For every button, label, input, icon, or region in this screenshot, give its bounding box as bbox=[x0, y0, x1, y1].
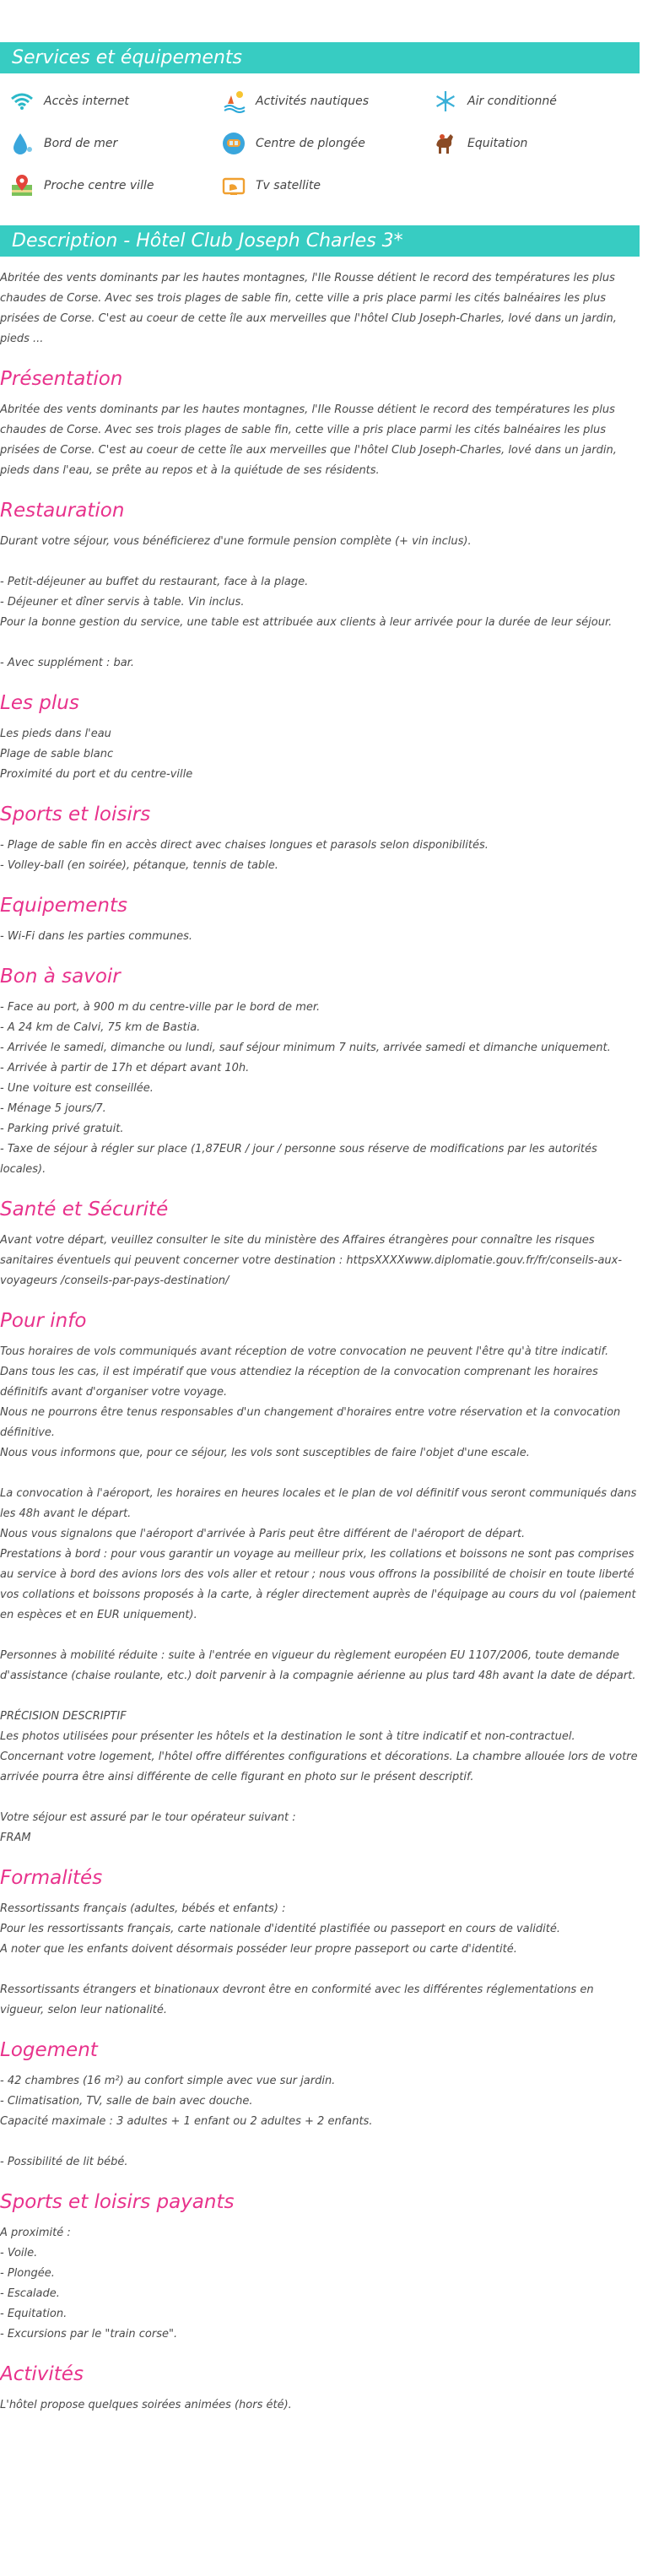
service-item bbox=[220, 127, 432, 160]
paragraph-spacer bbox=[0, 633, 638, 653]
text-line: Ressortissants français (adultes, bébés et enfants) : bbox=[0, 1902, 286, 1915]
sections-container bbox=[0, 366, 641, 2416]
text-line: - Déjeuner et dîner servis à table. Vin inclus. bbox=[0, 596, 245, 609]
text-line: Votre séjour est assuré par le tour opérateur suivant : bbox=[0, 1811, 296, 1824]
nautical-activities-icon bbox=[220, 88, 247, 115]
text-line: - Une voiture est conseillée. bbox=[0, 1082, 154, 1095]
text-line: - Volley-ball (en soirée), pétanque, tennis de table. bbox=[0, 859, 278, 872]
text-line: Abritée des vents dominants par les hautes montagnes, l'Ile Rousse détient le record des températures les plus chaudes de Corse. Avec ses trois plages de sable fin, cette ville a pris place parmi les cités balnéaires les plus prisées de Corse. C'est au coeur de cette île aux merveilles que l'hôtel Club Joseph-Charles, lové dans un jardin, pieds dans l'eau, se prête au repos et à la quiétude de ses résidents. bbox=[0, 403, 620, 477]
services-grid bbox=[0, 73, 640, 202]
text-line: Tous horaires de vols communiqués avant réception de votre convocation ne peuvent l'être qu'à titre indicatif. bbox=[0, 1345, 609, 1358]
text-line: Nous vous signalons que l'aéroport d'arrivée à Paris peut être différent de l'aéroport de départ. bbox=[0, 1528, 526, 1540]
text-line: Pour la bonne gestion du service, une table est attribuée aux clients à leur arrivée pour la durée de leur séjour. bbox=[0, 616, 613, 629]
text-line: - Petit-déjeuner au buffet du restaurant, face à la plage. bbox=[0, 576, 309, 588]
text-line: - Ménage 5 jours/7. bbox=[0, 1102, 106, 1115]
description-intro: Abritée des vents dominants par les hautes montagnes, l'Ile Rousse détient le record des températures les plus chaudes de Corse. Avec ses trois plages de sable fin, cette ville a pris place parmi les cités balnéaires les plus prisées de Corse. C'est au coeur de cette île aux merveilles que l'hôtel Club Joseph-Charles, lové dans un jardin, pieds ... bbox=[0, 272, 617, 345]
section-body bbox=[0, 927, 638, 947]
text-line: Prestations à bord : pour vous garantir un voyage au meilleur prix, les collations et boissons ne sont pas comprises au service à bord des avions lors des vols aller et retour ; nous vous offrons la possibilité de choisir en toute liberté vos collations et boissons proposés à la carte, à régler directement auprès de l'équipage au cours du vol (paiement en espèces et en EUR uniquement). bbox=[0, 1548, 640, 1621]
section bbox=[0, 1865, 638, 2021]
paragraph bbox=[0, 2395, 638, 2416]
section-title: Sports et loisirs payants bbox=[0, 2191, 235, 2213]
section-body bbox=[0, 724, 638, 785]
text-line: - Parking privé gratuit. bbox=[0, 1123, 124, 1135]
service-label: Air conditionné bbox=[467, 95, 557, 108]
paragraph bbox=[0, 1231, 638, 1291]
text-line: A proximité : bbox=[0, 2227, 71, 2239]
service-item bbox=[8, 127, 220, 160]
service-item bbox=[432, 127, 648, 160]
paragraph bbox=[0, 1899, 638, 1960]
section bbox=[0, 964, 638, 1180]
description-content bbox=[0, 268, 640, 2416]
paragraph-spacer bbox=[0, 1464, 638, 1484]
section-body bbox=[0, 1231, 638, 1291]
section-title: Santé et Sécurité bbox=[0, 1199, 169, 1220]
section-title: Equipements bbox=[0, 895, 127, 917]
section bbox=[0, 1308, 641, 1848]
diving-center-icon bbox=[220, 130, 247, 157]
text-line: - Plongée. bbox=[0, 2267, 55, 2280]
text-line: Avant votre départ, veuillez consulter le site du ministère des Affaires étrangères pour connaître les risques sanitaires éventuels qui peuvent concerner votre destination : httpsXXXXwww.diplomatie.gouv.fr/fr/conseils-aux-voyageurs /conseils-par-pays-destination/ bbox=[0, 1234, 623, 1287]
service-item bbox=[8, 170, 220, 202]
section bbox=[0, 2362, 638, 2416]
section-title: Les plus bbox=[0, 692, 79, 714]
service-label: Proche centre ville bbox=[44, 179, 154, 192]
paragraph bbox=[0, 572, 638, 633]
section-body bbox=[0, 532, 638, 674]
section bbox=[0, 2038, 638, 2173]
text-line: - 42 chambres (16 m²) au confort simple avec vue sur jardin. bbox=[0, 2075, 336, 2087]
paragraph bbox=[0, 724, 638, 785]
wifi-icon bbox=[8, 88, 35, 115]
paragraph bbox=[0, 1484, 638, 1626]
paragraph bbox=[0, 400, 638, 481]
text-line: Durant votre séjour, vous bénéficierez d'une formule pension complète (+ vin inclus). bbox=[0, 535, 472, 548]
service-label: Equitation bbox=[467, 137, 528, 150]
section-title: Présentation bbox=[0, 368, 123, 390]
paragraph bbox=[0, 653, 638, 674]
section-body bbox=[0, 2071, 638, 2173]
text-line: - Taxe de séjour à régler sur place (1,87EUR / jour / personne sous réserve de modifications par les autorités locales). bbox=[0, 1143, 601, 1176]
text-line: FRAM bbox=[0, 1832, 31, 1844]
paragraph bbox=[0, 1980, 638, 2021]
section-title: Bon à savoir bbox=[0, 966, 121, 988]
text-line: - Plage de sable fin en accès direct avec chaises longues et parasols selon disponibilités. bbox=[0, 839, 489, 852]
paragraph-spacer bbox=[0, 1960, 638, 1980]
section-body bbox=[0, 2223, 638, 2345]
text-line: PRÉCISION DESCRIPTIF bbox=[0, 1710, 127, 1723]
text-line: Proximité du port et du centre-ville bbox=[0, 768, 193, 781]
section bbox=[0, 1197, 638, 1291]
text-line: Dans tous les cas, il est impératif que vous attendiez la réception de la convocation comprenant les horaires définitifs avant d'organiser votre voyage. bbox=[0, 1366, 602, 1399]
section bbox=[0, 690, 638, 785]
section-body bbox=[0, 1899, 638, 2021]
text-line: Ressortissants étrangers et binationaux devront être en conformité avec les différentes réglementations en vigueur, selon leur nationalité. bbox=[0, 1983, 597, 2016]
section bbox=[0, 366, 638, 481]
services-header: Services et équipements bbox=[0, 42, 640, 73]
service-item bbox=[220, 85, 432, 117]
horse-icon bbox=[432, 130, 459, 157]
text-line: La convocation à l'aéroport, les horaires en heures locales et le plan de vol définitif vous seront communiqués dans les 48h avant le départ. bbox=[0, 1487, 640, 1520]
service-item bbox=[8, 85, 220, 117]
text-line: Personnes à mobilité réduite : suite à l'entrée en vigueur du règlement européen EU 1107/2006, toute demande d'assistance (chaise roulante, etc.) doit parvenir à la compagnie aérienne au plus tard 48h avant la date de départ. bbox=[0, 1649, 636, 1682]
section bbox=[0, 2189, 638, 2345]
section bbox=[0, 498, 638, 674]
section-body bbox=[0, 836, 638, 876]
service-item bbox=[432, 85, 648, 117]
text-line: A noter que les enfants doivent désormais posséder leur propre passeport ou carte d'identité. bbox=[0, 1943, 517, 1956]
service-label: Activités nautiques bbox=[256, 95, 370, 108]
text-line: - Escalade. bbox=[0, 2287, 60, 2300]
section bbox=[0, 802, 638, 876]
city-map-icon bbox=[8, 172, 35, 199]
paragraph-spacer bbox=[0, 1686, 638, 1707]
paragraph-spacer bbox=[0, 1788, 638, 1808]
paragraph bbox=[0, 2223, 638, 2345]
text-line: - A 24 km de Calvi, 75 km de Bastia. bbox=[0, 1021, 201, 1034]
text-line: - Voile. bbox=[0, 2247, 38, 2259]
text-line: L'hôtel propose quelques soirées animées (hors été). bbox=[0, 2399, 292, 2411]
water-drop-icon bbox=[8, 130, 35, 157]
text-line: - Climatisation, TV, salle de bain avec douche. bbox=[0, 2095, 253, 2108]
text-line: - Arrivée à partir de 17h et départ avant 10h. bbox=[0, 1062, 250, 1074]
paragraph bbox=[0, 998, 638, 1180]
snowflake-icon bbox=[432, 88, 459, 115]
text-line: Pour les ressortissants français, carte nationale d'identité plastifiée ou passeport en cours de validité. bbox=[0, 1923, 560, 1935]
paragraph bbox=[0, 927, 638, 947]
section-title: Activités bbox=[0, 2363, 84, 2385]
section-body bbox=[0, 2395, 638, 2416]
text-line: Plage de sable blanc bbox=[0, 748, 114, 760]
text-line: Les pieds dans l'eau bbox=[0, 728, 111, 740]
text-line: Nous vous informons que, pour ce séjour, les vols sont susceptibles de faire l'objet d'une escale. bbox=[0, 1447, 530, 1459]
section-title: Formalités bbox=[0, 1867, 103, 1889]
text-line: - Equitation. bbox=[0, 2308, 68, 2320]
satellite-tv-icon bbox=[220, 172, 247, 199]
text-line: - Arrivée le samedi, dimanche ou lundi, sauf séjour minimum 7 nuits, arrivée samedi et dimanche uniquement. bbox=[0, 1042, 611, 1054]
text-line: - Possibilité de lit bébé. bbox=[0, 2156, 128, 2168]
text-line: - Avec supplément : bar. bbox=[0, 657, 134, 669]
paragraph bbox=[0, 1707, 641, 1788]
paragraph bbox=[0, 2071, 638, 2132]
paragraph bbox=[0, 532, 638, 552]
paragraph bbox=[0, 836, 638, 876]
paragraph-spacer bbox=[0, 1626, 638, 1646]
section-body bbox=[0, 1342, 641, 1848]
paragraph bbox=[0, 1808, 638, 1848]
text-line: - Excursions par le "train corse". bbox=[0, 2328, 178, 2341]
paragraph-spacer bbox=[0, 552, 638, 572]
text-line: Capacité maximale : 3 adultes + 1 enfant ou 2 adultes + 2 enfants. bbox=[0, 2115, 373, 2128]
description-header: Description - Hôtel Club Joseph Charles 3* bbox=[0, 225, 640, 257]
paragraph bbox=[0, 2152, 638, 2173]
paragraph bbox=[0, 1646, 638, 1686]
section-title: Restauration bbox=[0, 500, 125, 522]
text-line: Les photos utilisées pour présenter les hôtels et la destination le sont à titre indicatif et non-contractuel. Concernant votre logement, l'hôtel offre différentes configurations et décorations. La chambre allouée lors de votre arrivée pourra être ainsi différente de celle figurant en photo sur le présent descriptif. bbox=[0, 1730, 641, 1783]
section-body bbox=[0, 998, 638, 1180]
section-title: Pour info bbox=[0, 1310, 87, 1332]
service-label: Tv satellite bbox=[256, 179, 321, 192]
section-body bbox=[0, 400, 638, 481]
service-item bbox=[220, 170, 432, 202]
section-title: Logement bbox=[0, 2039, 98, 2061]
text-line: - Wi-Fi dans les parties communes. bbox=[0, 930, 193, 943]
service-label: Bord de mer bbox=[44, 137, 118, 150]
service-label: Accès internet bbox=[44, 95, 129, 108]
text-line: Nous ne pourrons être tenus responsables d'un changement d'horaires entre votre réservation et la convocation définitive. bbox=[0, 1406, 624, 1439]
section-title: Sports et loisirs bbox=[0, 804, 151, 825]
paragraph bbox=[0, 1342, 638, 1464]
text-line: - Face au port, à 900 m du centre-ville par le bord de mer. bbox=[0, 1001, 321, 1014]
paragraph-spacer bbox=[0, 2132, 638, 2152]
section bbox=[0, 893, 638, 947]
service-label: Centre de plongée bbox=[256, 137, 365, 150]
